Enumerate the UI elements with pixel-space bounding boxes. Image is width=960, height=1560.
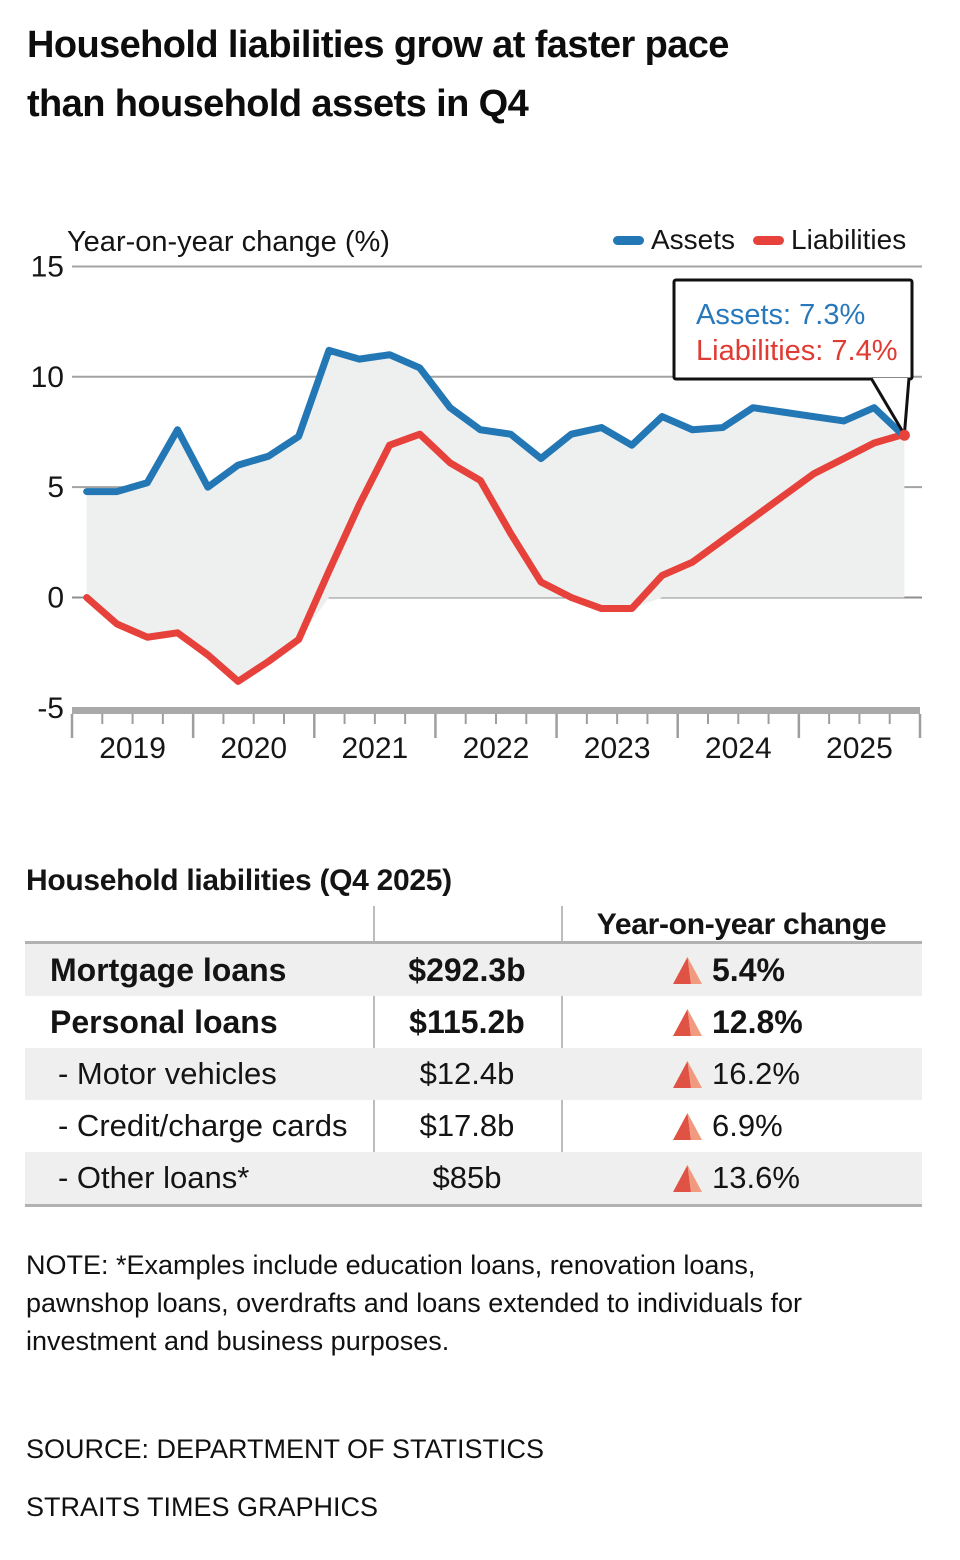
table-title: Household liabilities (Q4 2025) (26, 864, 452, 897)
up-triangle-icon (673, 1113, 702, 1140)
change-percent: 6.9% (712, 1108, 783, 1143)
row-change (561, 1048, 922, 1100)
row-change (561, 996, 922, 1048)
year-label: 2019 (99, 732, 166, 765)
y-tick-label: 10 (30, 360, 64, 394)
y-tick-label: 5 (47, 471, 64, 505)
change-percent: 12.8% (712, 1003, 803, 1040)
footnote-line: pawnshop loans, overdrafts and loans extended to individuals for (26, 1288, 802, 1318)
row-label: Personal loans (50, 1003, 278, 1040)
row-change (561, 944, 922, 996)
area-fill (87, 350, 905, 681)
y-tick-label: -5 (37, 691, 64, 725)
footnote-line: investment and business purposes. (26, 1326, 450, 1356)
change-column-header: Year-on-year change (596, 908, 887, 941)
table-row (25, 1100, 922, 1152)
row-value: $85b (432, 1160, 502, 1195)
table-row (25, 996, 922, 1048)
up-triangle-icon (673, 1009, 702, 1036)
row-label: - Credit/charge cards (58, 1108, 348, 1143)
page-title-line2: than household assets in Q4 (27, 83, 529, 125)
year-label: 2024 (704, 732, 772, 765)
year-label: 2020 (220, 732, 288, 765)
year-label: 2022 (462, 732, 530, 765)
credit-line: STRAITS TIMES GRAPHICS (26, 1492, 379, 1522)
liabilities-legend-dash-icon (753, 236, 784, 245)
year-label: 2025 (826, 732, 893, 765)
page-title-line1: Household liabilities grow at faster pace (27, 24, 729, 66)
up-triangle-icon (673, 1061, 702, 1088)
table-body (25, 941, 922, 1207)
source-line: SOURCE: DEPARTMENT OF STATISTICS (26, 1434, 545, 1464)
year-label: 2023 (583, 732, 651, 765)
x-axis (72, 707, 920, 714)
chart-legend (613, 224, 906, 256)
row-value: $12.4b (419, 1056, 515, 1091)
annotation-liabilities-text: Liabilities: 7.4% (696, 335, 898, 367)
table-row (25, 944, 922, 996)
footnote-line: NOTE: *Examples include education loans, renovation loans, (26, 1250, 756, 1280)
table-row (25, 1152, 922, 1204)
row-label: - Other loans* (58, 1160, 250, 1195)
row-value: $17.8b (419, 1108, 515, 1143)
up-triangle-icon (673, 957, 702, 984)
endpoint-dot (899, 430, 910, 441)
assets-legend-label: Assets (651, 224, 736, 255)
row-value: $292.3b (408, 951, 526, 988)
up-triangle-icon (673, 1165, 702, 1192)
change-percent: 13.6% (712, 1160, 800, 1195)
liabilities-legend-label: Liabilities (791, 224, 907, 255)
row-label: Mortgage loans (50, 951, 287, 988)
y-axis-title: Year-on-year change (%) (67, 226, 390, 258)
change-percent: 16.2% (712, 1056, 800, 1091)
table-row (25, 1048, 922, 1100)
assets-legend-dash-icon (613, 236, 644, 245)
row-change (561, 1100, 922, 1152)
y-tick-label: 15 (30, 250, 64, 284)
change-percent: 5.4% (712, 951, 785, 988)
row-value: $115.2b (409, 1003, 525, 1040)
footnote (26, 1246, 906, 1360)
year-label: 2021 (341, 732, 409, 765)
row-change (561, 1152, 922, 1204)
y-tick-label: 0 (47, 581, 64, 615)
row-label: - Motor vehicles (58, 1056, 277, 1091)
annotation-assets-text: Assets: 7.3% (696, 299, 866, 331)
